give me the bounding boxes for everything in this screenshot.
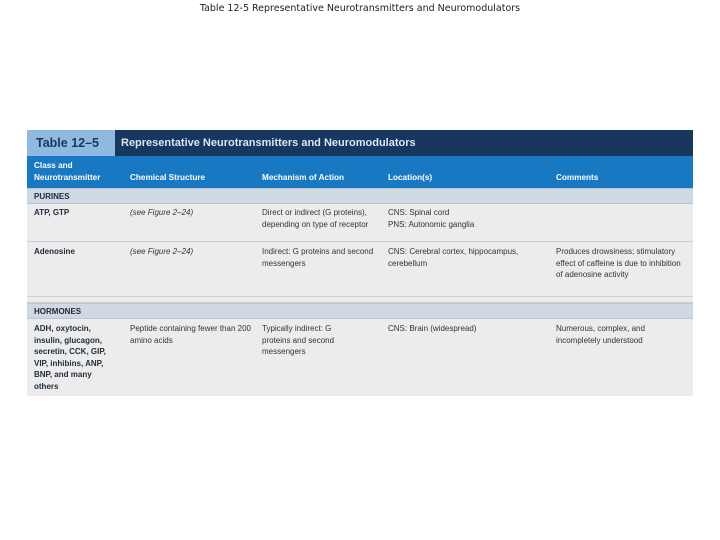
row-location: CNS: Spinal cord [388,208,450,217]
row-structure: Peptide containing fewer than 200 amino acids [130,324,251,345]
section-label: HORMONES [34,307,82,316]
row-mechanism: Typically indirect: G proteins and second messengers [262,324,335,356]
row-comments: Produces drowsiness; stimulatory effect of caffeine is due to inhibition of adenosine activity [556,247,681,279]
col-comments: Comments [556,173,599,182]
section-purines [27,188,693,204]
row-location: CNS: Cerebral cortex, hippocampus, cerebellum [388,247,519,268]
column-headers [27,156,693,188]
row-name: ADH, oxytocin, insulin, glucagon, secretin, CCK, GIP, VIP, inhibins, ANP, BNP, and many others [34,324,106,391]
row-name: Adenosine [34,247,75,256]
col-location: Location(s) [388,173,433,182]
table-title: Representative Neurotransmitters and Neuromodulators [115,130,693,156]
row-structure: (see Figure 2–24) [130,247,194,256]
slide-title: Table 12-5 Representative Neurotransmitters and Neuromodulators [199,3,521,14]
section-label: PURINES [34,192,70,201]
table-header [27,130,693,156]
table-number: Table 12–5 [27,130,115,156]
row-mechanism: Direct or indirect (G proteins), depending on type of receptor [262,208,369,229]
col-mechanism: Mechanism of Action [262,173,345,182]
table-row [27,242,693,297]
col-class-line2: Neurotransmitter [34,173,101,182]
row-location-2: PNS: Autonomic ganglia [388,219,475,229]
col-class-line1: Class and [34,161,73,170]
col-structure: Chemical Structure [130,173,206,182]
row-location: CNS: Brain (widespread) [388,324,477,333]
table-row [27,204,693,242]
row-comments: Numerous, complex, and incompletely understood [556,324,645,345]
neurotransmitter-table [27,130,693,396]
section-hormones [27,303,693,319]
row-mechanism: Indirect: G proteins and second messengers [262,247,374,268]
row-structure: (see Figure 2–24) [130,208,194,217]
table-row [27,319,693,396]
row-name: ATP, GTP [34,208,70,217]
